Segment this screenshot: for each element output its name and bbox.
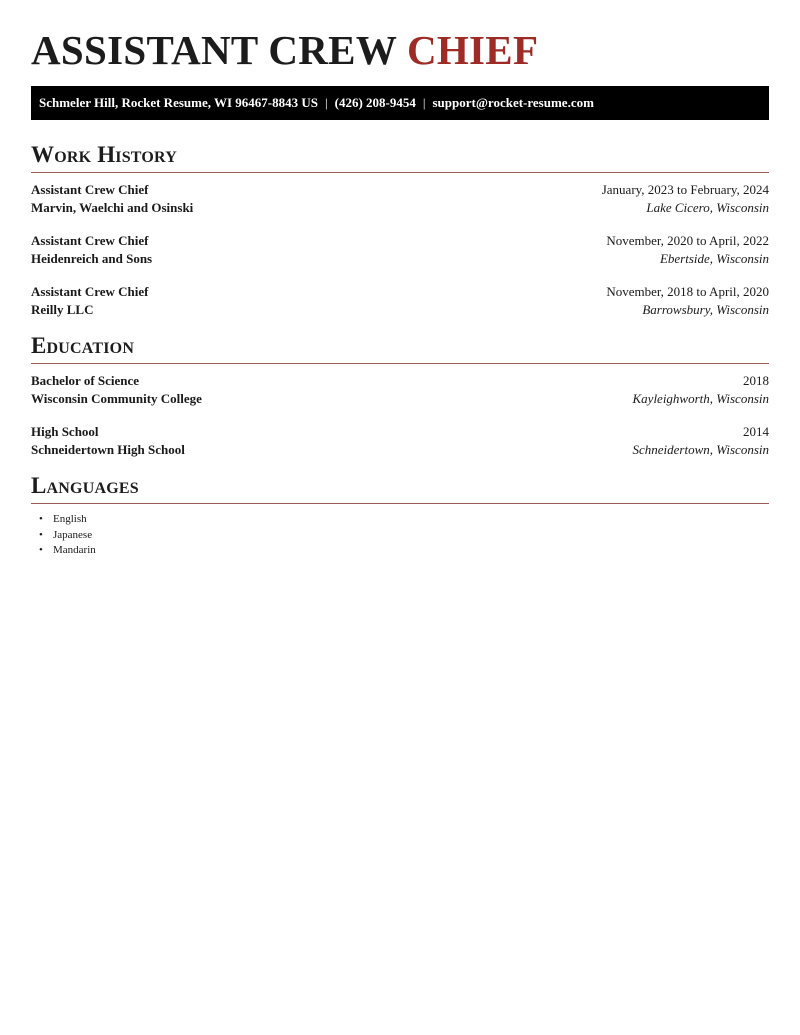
job-location: Barrowsbury, Wisconsin xyxy=(642,302,769,317)
bullet-icon: • xyxy=(39,528,43,541)
job-dates: November, 2020 to April, 2022 xyxy=(606,233,769,248)
language-name: English xyxy=(53,513,87,525)
school-name: Wisconsin Community College xyxy=(31,391,202,406)
graduation-year: 2018 xyxy=(743,373,769,388)
section-title-work-history: Work History xyxy=(31,142,177,167)
job-title: Assistant Crew Chief xyxy=(31,284,149,299)
section-divider xyxy=(31,363,769,364)
title-main: ASSISTANT CREW xyxy=(31,27,397,73)
company-name: Marvin, Waelchi and Osinski xyxy=(31,200,194,215)
school-name: Schneidertown High School xyxy=(31,442,185,457)
language-name: Japanese xyxy=(53,528,93,541)
school-location: Schneidertown, Wisconsin xyxy=(632,442,769,457)
contact-separator: | xyxy=(422,95,426,110)
bullet-icon: • xyxy=(39,513,43,525)
job-dates: January, 2023 to February, 2024 xyxy=(601,182,769,197)
contact-address: Schmeler Hill, Rocket Resume, WI 96467-8843 US xyxy=(39,95,318,110)
page-title xyxy=(31,27,538,73)
degree: Bachelor of Science xyxy=(31,373,140,388)
work-entry xyxy=(31,233,769,273)
section-divider xyxy=(31,172,769,173)
job-dates: November, 2018 to April, 2020 xyxy=(606,284,769,299)
contact-email[interactable]: support@rocket-resume.com xyxy=(432,95,594,110)
graduation-year: 2014 xyxy=(743,424,769,439)
languages-list xyxy=(31,512,96,559)
contact-phone[interactable]: (426) 208-9454 xyxy=(334,95,416,110)
education-entry xyxy=(31,424,769,464)
language-name: Mandarin xyxy=(53,544,96,556)
section-title-languages: Languages xyxy=(31,473,139,498)
work-entry xyxy=(31,284,769,324)
degree: High School xyxy=(31,424,99,439)
list-item xyxy=(31,512,96,528)
section-title-education: Education xyxy=(31,333,135,358)
job-location: Ebertside, Wisconsin xyxy=(659,251,769,266)
job-title: Assistant Crew Chief xyxy=(31,182,149,197)
bullet-icon: • xyxy=(39,544,43,556)
work-entry xyxy=(31,182,769,222)
contact-separator: | xyxy=(325,95,328,110)
title-accent: CHIEF xyxy=(406,27,539,73)
school-location: Kayleighworth, Wisconsin xyxy=(632,391,769,406)
company-name: Reilly LLC xyxy=(31,302,94,317)
company-name: Heidenreich and Sons xyxy=(31,251,153,266)
job-location: Lake Cicero, Wisconsin xyxy=(646,200,769,215)
list-item xyxy=(31,543,96,559)
job-title: Assistant Crew Chief xyxy=(31,233,149,248)
contact-bar xyxy=(31,86,769,120)
list-item xyxy=(31,528,96,544)
education-entry xyxy=(31,373,769,413)
section-divider xyxy=(31,503,769,504)
